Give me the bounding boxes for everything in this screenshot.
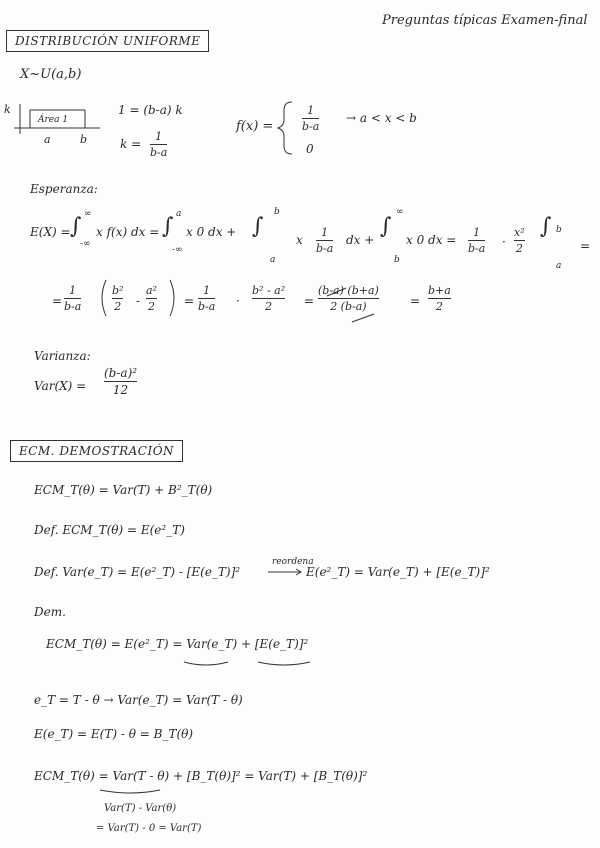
l2-minus: -	[136, 294, 141, 308]
l2-f6	[428, 284, 451, 313]
l2-f4	[252, 284, 285, 313]
section-header-uniform: DISTRIBUCIÓN UNIFORME	[6, 30, 209, 52]
l2-f3-num: 1	[203, 284, 211, 297]
ex-eval-bracket: ∫	[540, 214, 552, 239]
var-lhs: Var(X) =	[34, 379, 87, 393]
l2-f4-num: b² - a²	[252, 284, 286, 297]
ex-i2-lo: -∞	[172, 245, 183, 255]
final-equation: ECM_T(θ) = Var(T - θ) + [B_T(θ)]² = Var(T) + [B_T(θ)]²	[34, 769, 368, 783]
ex-f1	[468, 226, 485, 255]
l2-f3-den: b-a	[198, 300, 216, 313]
esperanza-label: Esperanza:	[30, 182, 98, 196]
l2-f5	[318, 284, 379, 313]
sub-step-2: = Var(T) - 0 = Var(T)	[96, 823, 202, 834]
def-var-reordered: E(e²_T) = Var(e_T) + [E(e_T)]²	[306, 565, 490, 579]
dem-equation: ECM_T(θ) = E(e²_T) = Var(e_T) + [E(e_T)]²	[46, 637, 309, 651]
ex-integral-2: ∫	[162, 214, 174, 239]
ex-integral-4: ∫	[380, 214, 392, 239]
l2-p-num1: b²	[112, 284, 124, 297]
section-header-ecm: ECM. DEMOSTRACIÓN	[10, 440, 183, 462]
ex-i3-x: x	[296, 233, 303, 247]
graph-k-label: k	[4, 103, 11, 116]
k-den: b-a	[150, 146, 168, 159]
eet-equation: E(e_T) = E(T) - θ = B_T(θ)	[34, 727, 194, 741]
l2-eq3: =	[304, 294, 315, 308]
ex-i3-den: b-a	[316, 242, 334, 255]
l2-f6-num: b+a	[428, 284, 451, 297]
def-ecm: Def. ECM_T(θ) = E(e²_T)	[34, 523, 185, 537]
l2-dot: ·	[236, 294, 240, 308]
graph-b-label: b	[80, 133, 88, 146]
fx-num: 1	[307, 104, 315, 117]
ex-i3-dx: dx +	[346, 233, 375, 247]
ex-f2-num: x²	[514, 226, 525, 239]
area-equation: 1 = (b-a) k	[118, 103, 183, 117]
ex-eval-eq: =	[580, 239, 591, 253]
ex-i3-fraction	[316, 226, 333, 255]
ex-integral-1: ∫	[70, 214, 82, 239]
ex-f1-den: b-a	[468, 242, 486, 255]
ex-f2	[514, 226, 525, 255]
dem-label: Dem.	[34, 605, 66, 619]
ex-i3-up: b	[274, 207, 280, 217]
ex-i3-num: 1	[321, 226, 329, 239]
l2-eq2: =	[184, 294, 195, 308]
fx-den: b-a	[302, 120, 320, 133]
l2-f1-den: b-a	[64, 300, 82, 313]
l2-f6-den: 2	[435, 300, 443, 313]
fx-fraction	[302, 104, 319, 133]
graph-a-label: a	[44, 133, 51, 146]
def-var: Def. Var(e_T) = E(e²_T) - [E(e_T)]²	[34, 565, 241, 579]
l2-eq4: =	[410, 294, 421, 308]
reordena-note: reordena	[272, 557, 314, 567]
fx-condition: → a < x < b	[346, 111, 417, 125]
page-title: Preguntas típicas Examen-final	[382, 13, 588, 28]
uniform-notation: X~U(a,b)	[20, 67, 82, 82]
sub-step-1: Var(T) - Var(θ)	[104, 803, 177, 814]
fx-zero: 0	[306, 142, 314, 156]
ex-i4-lo: b	[394, 255, 400, 265]
graph-area-label: Área 1	[38, 115, 69, 125]
ex-lhs: E(X) =	[30, 225, 71, 239]
ex-integral-3: ∫	[252, 214, 264, 239]
ex-i4-up: ∞	[396, 207, 404, 217]
fx-lhs: f(x) =	[236, 119, 274, 134]
ex-dot: ·	[502, 235, 506, 249]
ex-i3-lo: a	[270, 255, 276, 265]
ex-i2-body: x 0 dx +	[186, 225, 237, 239]
var-fraction	[104, 366, 137, 397]
ex-eval-up: b	[556, 225, 562, 235]
l2-p2	[146, 284, 157, 313]
ex-i4-body: x 0 dx =	[406, 233, 457, 247]
var-den: 12	[112, 383, 129, 397]
l2-p-den1: 2	[114, 300, 122, 313]
l2-eq: =	[52, 294, 63, 308]
l2-f1	[64, 284, 81, 313]
l2-p-num2: a²	[146, 284, 157, 297]
l2-p1	[112, 284, 123, 313]
ex-i2-up: a	[176, 209, 182, 219]
ex-i1-lo: -∞	[80, 239, 91, 249]
ex-f1-num: 1	[473, 226, 481, 239]
ex-eval-lo: a	[556, 261, 562, 271]
ex-i1-body: x f(x) dx =	[96, 225, 160, 239]
et-equation: e_T = T - θ → Var(e_T) = Var(T - θ)	[34, 693, 243, 707]
l2-p-den2: 2	[147, 300, 155, 313]
k-num: 1	[155, 130, 163, 143]
ex-i1-up: ∞	[84, 209, 92, 219]
l2-f4-den: 2	[265, 300, 273, 313]
l2-f5-den: 2 (b-a)	[330, 300, 367, 313]
k-lhs: k =	[120, 137, 142, 151]
ex-f2-den: 2	[515, 242, 523, 255]
l2-f3	[198, 284, 215, 313]
varianza-label: Varianza:	[34, 349, 91, 363]
var-num: (b-a)²	[104, 366, 138, 380]
l2-f1-num: 1	[69, 284, 77, 297]
l2-f5-num: (b-a) (b+a)	[318, 284, 379, 297]
ecm-definition: ECM_T(θ) = Var(T) + B²_T(θ)	[34, 483, 213, 497]
k-fraction	[150, 130, 167, 159]
